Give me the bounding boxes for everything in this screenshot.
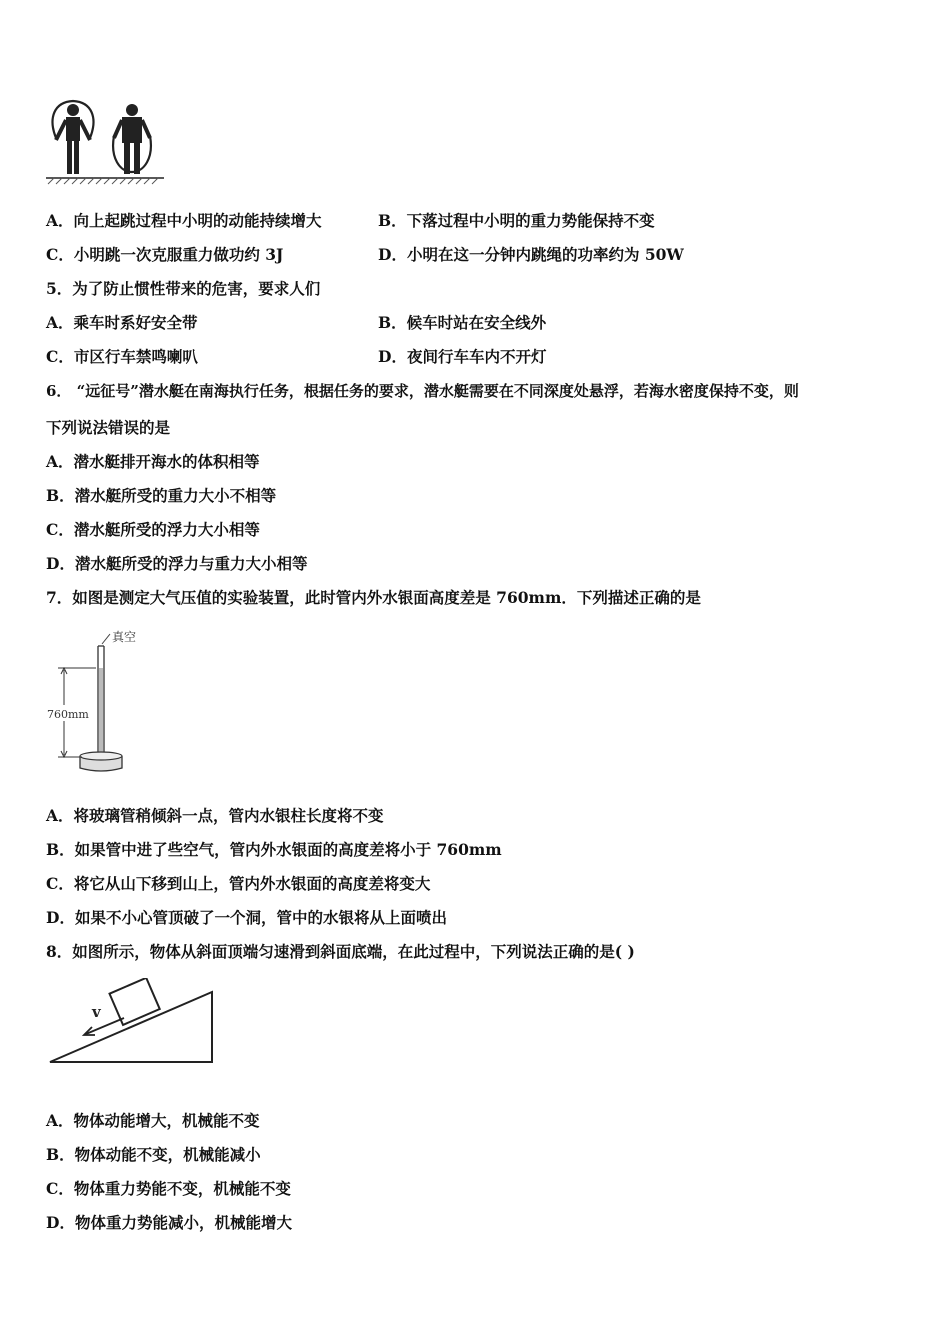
q6-option-c: C．潜水艇所受的浮力大小相等 bbox=[46, 520, 260, 539]
q5-stem: 5．为了防止惯性带来的危害，要求人们 bbox=[46, 279, 321, 298]
q8-option-a: A．物体动能增大，机械能不变 bbox=[46, 1111, 260, 1130]
q5-option-b: B．候车时站在安全线外 bbox=[378, 313, 547, 332]
height-label: 760mm bbox=[47, 708, 89, 721]
q6-stem-line1: 6． “远征号”潜水艇在南海执行任务，根据任务的要求，潜水艇需要在不同深度处悬浮，若海水密度保持不变，则 bbox=[46, 382, 799, 400]
jump-rope-figure bbox=[44, 98, 168, 186]
q7-option-b: B．如果管中进了些空气，管内外水银面的高度差将小于 760mm bbox=[46, 840, 502, 859]
q4-option-d: D．小明在这一分钟内跳绳的功率约为 50W bbox=[378, 245, 684, 264]
q8-stem: 8．如图所示，物体从斜面顶端匀速滑到斜面底端，在此过程中，下列说法正确的是( ) bbox=[46, 942, 635, 961]
q4-option-c: C．小明跳一次克服重力做功约 3J bbox=[46, 245, 284, 264]
q6-option-b: B．潜水艇所受的重力大小不相等 bbox=[46, 486, 277, 505]
q6-option-d: D．潜水艇所受的浮力与重力大小相等 bbox=[46, 554, 308, 573]
q8-option-c: C．物体重力势能不变，机械能不变 bbox=[46, 1179, 291, 1198]
q4-option-a: A．向上起跳过程中小明的动能持续增大 bbox=[46, 211, 322, 230]
q7-stem: 7．如图是测定大气压值的实验装置，此时管内外水银面高度差是 760mm．下列描述正确的是 bbox=[46, 588, 701, 607]
q6-option-a: A．潜水艇排开海水的体积相等 bbox=[46, 452, 260, 471]
q8-option-b: B．物体动能不变，机械能减小 bbox=[46, 1145, 261, 1164]
q8-option-d: D．物体重力势能减小，机械能增大 bbox=[46, 1213, 292, 1232]
q7-option-a: A．将玻璃管稍倾斜一点，管内水银柱长度将不变 bbox=[46, 806, 384, 825]
velocity-label: v bbox=[92, 1003, 101, 1021]
q5-option-a: A．乘车时系好安全带 bbox=[46, 313, 198, 332]
q7-option-c: C．将它从山下移到山上，管内外水银面的高度差将变大 bbox=[46, 874, 431, 893]
q5-option-d: D．夜间行车车内不开灯 bbox=[378, 347, 547, 366]
q4-option-b: B．下落过程中小明的重力势能保持不变 bbox=[378, 211, 655, 230]
q5-option-c: C．市区行车禁鸣喇叭 bbox=[46, 347, 198, 366]
barometer-figure bbox=[44, 622, 154, 774]
vacuum-label: 真空 bbox=[112, 630, 137, 644]
incline-figure bbox=[46, 978, 218, 1070]
q7-option-d: D．如果不小心管顶破了一个洞，管中的水银将从上面喷出 bbox=[46, 908, 447, 927]
q6-stem-line2: 下列说法错误的是 bbox=[46, 418, 171, 437]
